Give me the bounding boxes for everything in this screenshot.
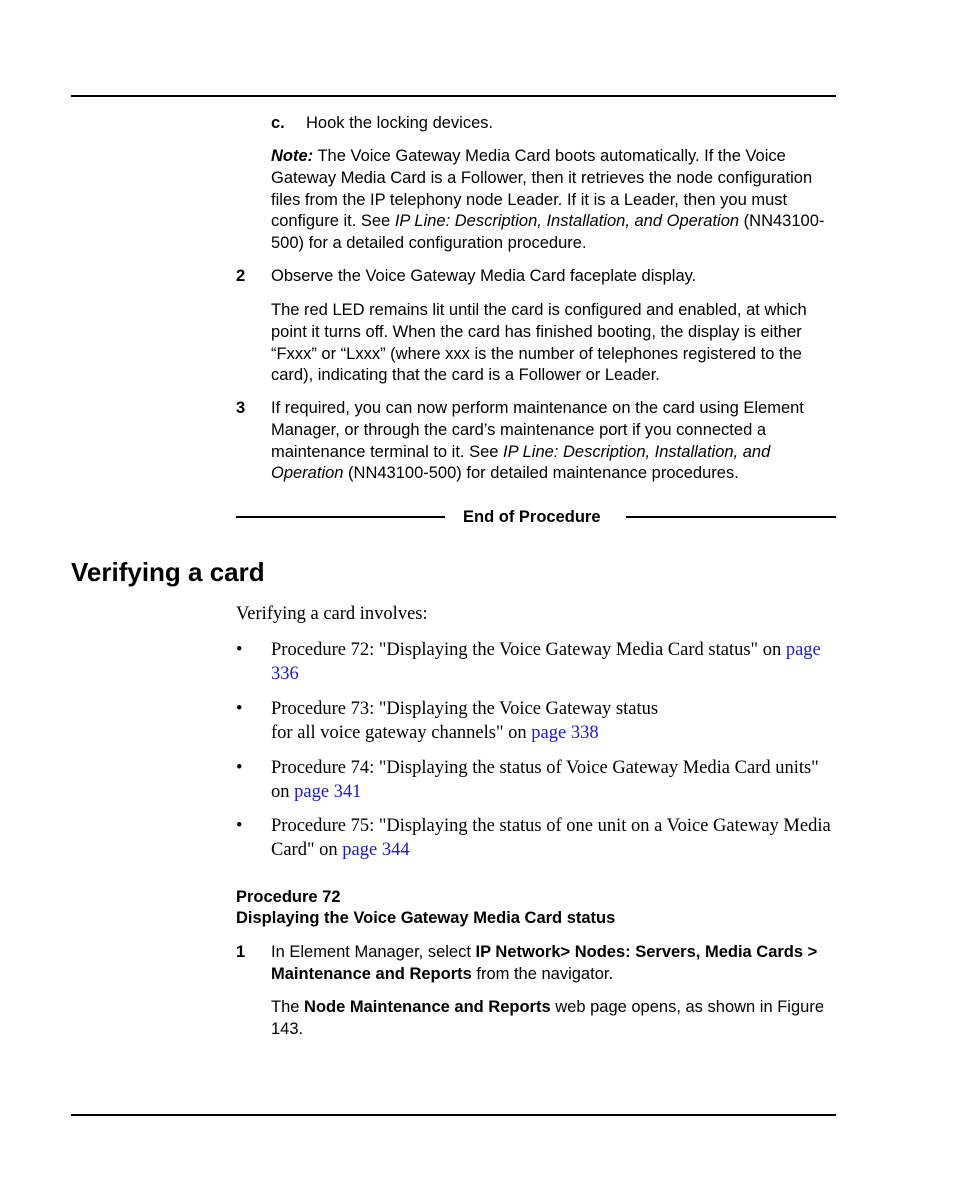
note-label: Note: xyxy=(271,147,314,165)
note-paragraph xyxy=(271,146,836,255)
section-title: Verifying a card xyxy=(71,557,265,587)
step-2-detail: The red LED remains lit until the card is configured and enabled, at which point it turns off. When the card has finished booting, the display is either “Fxxx” or “Lxxx” (where xxx is the number of telephones registered to the card), indicating that the card is a Follower or Leader. xyxy=(271,301,807,385)
step-2-text: Observe the Voice Gateway Media Card faceplate display. xyxy=(271,267,697,285)
bullet-item-2 xyxy=(271,698,831,745)
bullet-marker: • xyxy=(236,816,243,836)
step-c-letter: c. xyxy=(271,114,285,132)
step-c-text: Hook the locking devices. xyxy=(306,114,494,132)
bullet-2-text-2: for all voice gateway channels" on xyxy=(271,722,532,743)
bullet-1-text: Procedure 72: "Displaying the Voice Gateway Media Card status" on xyxy=(271,640,786,660)
bullet-item-4 xyxy=(271,815,831,862)
step-3-text xyxy=(271,398,836,485)
end-rule-right xyxy=(626,516,836,518)
procedure-number: Procedure 72 xyxy=(236,888,341,906)
intro-text: Verifying a card involves: xyxy=(236,604,428,624)
step-3-text-2: (NN43100-500) for detailed maintenance procedures. xyxy=(343,464,739,483)
procedure-step-1-detail xyxy=(271,997,836,1041)
bullet-marker: • xyxy=(236,758,243,778)
note-text-1: The Voice Gateway Media Card boots automatically. If the Voice Gateway Media Card is a Follower, then it retrieves the node configuration files from the IP telephony node Leader. If it is a Leader, then you must configure it. See xyxy=(271,147,813,231)
bullet-4-link[interactable]: page 344 xyxy=(342,839,410,860)
procedure-step-1-text-1: In Element Manager, select xyxy=(271,943,476,961)
step-3-doc-title: IP Line: Description, Installation, and Operation xyxy=(271,442,771,483)
bullet-4-text: Procedure 75: "Displaying the status of one unit on a Voice Gateway Media Card" on xyxy=(271,816,831,860)
procedure-step-1-page-name: Node Maintenance and Reports xyxy=(304,998,551,1016)
note-text-2: (NN43100-500) for a detailed configuration procedure. xyxy=(271,212,825,253)
header-rule xyxy=(71,95,836,97)
end-rule-left xyxy=(236,516,445,518)
footer-rule xyxy=(71,1114,836,1116)
bullet-1-link[interactable]: page 336 xyxy=(271,640,821,684)
bullet-marker: • xyxy=(236,699,243,719)
bullet-3-link[interactable]: page 341 xyxy=(294,781,362,802)
procedure-step-1-detail-1: The xyxy=(271,998,305,1016)
end-of-procedure-label: End of Procedure xyxy=(463,508,601,526)
procedure-step-1-text xyxy=(271,942,836,986)
bullet-marker: • xyxy=(236,640,243,660)
bullet-2-link[interactable]: page 338 xyxy=(531,722,599,743)
step-2-number: 2 xyxy=(236,267,246,285)
bullet-item-1 xyxy=(271,639,831,686)
note-doc-title: IP Line: Description, Installation, and Operation xyxy=(394,212,740,231)
procedure-step-1-text-2: from the navigator. xyxy=(471,964,614,983)
procedure-step-1-detail-2: web page opens, as shown in Figure 143. xyxy=(271,998,824,1038)
procedure-step-1-menu-path: IP Network> Nodes: Servers, Media Cards > Maintenance and Reports xyxy=(271,943,818,983)
procedure-title: Displaying the Voice Gateway Media Card status xyxy=(236,909,616,927)
procedure-step-1-number: 1 xyxy=(236,943,246,961)
bullet-3-text: Procedure 74: "Displaying the status of Voice Gateway Media Card units" on xyxy=(271,758,819,802)
bullet-2-text-1: Procedure 73: "Displaying the Voice Gateway status xyxy=(271,699,659,719)
bullet-item-3 xyxy=(271,757,831,804)
step-3-text-1: If required, you can now perform maintenance on the card using Element Manager, or through the card’s maintenance port if you connected a maintenance terminal to it. See xyxy=(271,399,804,461)
step-3-number: 3 xyxy=(236,399,246,417)
